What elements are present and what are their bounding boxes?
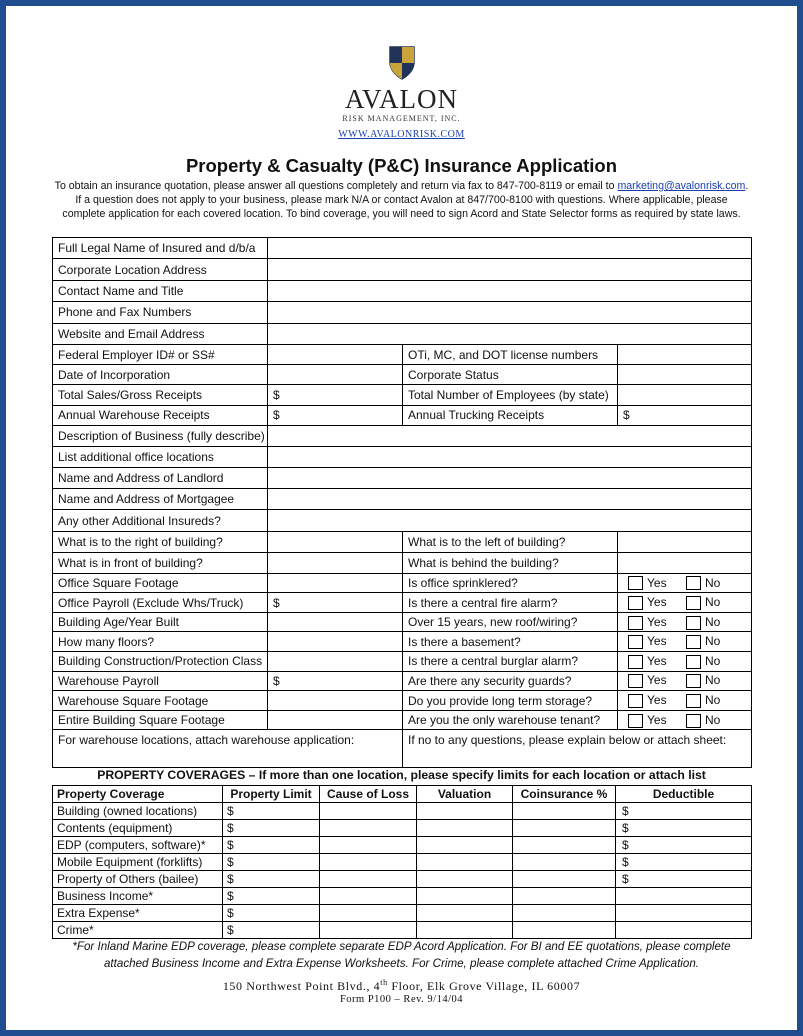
- field-input[interactable]: [618, 365, 752, 385]
- yes-no-choice: [618, 612, 752, 632]
- no-option[interactable]: [686, 713, 744, 728]
- address-street: 150 Northwest Point Blvd., 4: [222, 979, 381, 993]
- field-input[interactable]: [618, 344, 752, 364]
- column-header: Cause of Loss: [320, 786, 417, 803]
- field-pair-row: [53, 405, 752, 425]
- limit-input[interactable]: $: [223, 803, 320, 820]
- cause-of-loss-input[interactable]: [320, 871, 417, 888]
- field-input[interactable]: [268, 446, 752, 467]
- field-row: [53, 489, 752, 510]
- field-pair-row: [53, 531, 752, 552]
- no-label: No: [705, 712, 721, 727]
- yes-no-choice: [618, 632, 752, 652]
- field-input[interactable]: [268, 425, 752, 446]
- valuation-input[interactable]: [417, 871, 513, 888]
- footnote-line2: attached Business Income and Extra Expense Worksheets. For Crime, please complete attached Crime Application.: [103, 957, 699, 970]
- coverage-name: Crime*: [53, 922, 223, 939]
- application-page: [6, 6, 797, 1030]
- valuation-input[interactable]: [417, 803, 513, 820]
- field-row: [53, 510, 752, 531]
- field-row: [53, 468, 752, 489]
- field-label: Website and Email Address: [53, 323, 268, 344]
- yes-no-choice: [618, 691, 752, 711]
- deductible-input[interactable]: $: [616, 803, 752, 820]
- no-label: No: [705, 693, 721, 708]
- deductible-input[interactable]: [616, 888, 752, 905]
- field-label: Office Payroll (Exclude Whs/Truck): [53, 593, 268, 613]
- field-input[interactable]: [268, 531, 403, 552]
- footnote-line1: *For Inland Marine EDP coverage, please complete separate EDP Acord Application. For BI and EE quotations, please complete: [72, 940, 731, 953]
- address-city: Floor, Elk Grove Village, IL 60007: [387, 979, 581, 993]
- field-input[interactable]: [268, 552, 403, 573]
- question-label: Is office sprinklered?: [403, 573, 618, 593]
- limit-input[interactable]: $: [223, 922, 320, 939]
- limit-input[interactable]: $: [223, 837, 320, 854]
- coinsurance-input[interactable]: [513, 854, 616, 871]
- yes-checkbox[interactable]: [628, 596, 643, 610]
- coverage-row: [53, 871, 752, 888]
- field-label: How many floors?: [53, 632, 268, 652]
- limit-input[interactable]: $: [223, 888, 320, 905]
- field-label: Warehouse Square Footage: [53, 691, 268, 711]
- coverage-row: [53, 854, 752, 871]
- yes-no-row: [53, 691, 752, 711]
- deductible-input[interactable]: $: [616, 820, 752, 837]
- field-label: What is in front of building?: [53, 552, 268, 573]
- field-input[interactable]: [268, 468, 752, 489]
- valuation-input[interactable]: [417, 888, 513, 905]
- coverage-row: [53, 888, 752, 905]
- column-header: Property Limit: [223, 786, 320, 803]
- coverage-header-row: [53, 786, 752, 803]
- cause-of-loss-input[interactable]: [320, 905, 417, 922]
- brand-subtitle: RISK MANAGEMENT, INC.: [342, 114, 461, 123]
- intro-line1-end: .: [745, 180, 749, 192]
- no-checkbox[interactable]: [686, 674, 701, 688]
- yes-label: Yes: [647, 575, 667, 590]
- field-input[interactable]: [268, 652, 403, 672]
- field-input[interactable]: [268, 510, 752, 531]
- field-input[interactable]: [268, 280, 752, 301]
- field-input[interactable]: $: [268, 593, 403, 613]
- field-label: Corporate Status: [403, 365, 618, 385]
- intro-line3: complete application for each covered location. To bind coverage, you will need to sign Acord and State Selector forms as required by state laws.: [62, 208, 741, 220]
- yes-option[interactable]: [628, 595, 686, 610]
- field-input[interactable]: [618, 552, 752, 573]
- field-row: [53, 259, 752, 280]
- cause-of-loss-input[interactable]: [320, 820, 417, 837]
- yes-no-row: [53, 652, 752, 672]
- yes-option[interactable]: [628, 693, 686, 708]
- brand-name: AVALON: [344, 84, 459, 114]
- limit-input[interactable]: $: [223, 820, 320, 837]
- field-input[interactable]: [268, 365, 403, 385]
- field-label: Entire Building Square Footage: [53, 710, 268, 730]
- no-label: No: [705, 614, 721, 629]
- field-input[interactable]: [268, 573, 403, 593]
- footnote: [36, 938, 767, 972]
- field-row: [53, 323, 752, 344]
- yes-checkbox[interactable]: [628, 655, 643, 669]
- no-label: No: [705, 595, 721, 610]
- coinsurance-input[interactable]: [513, 871, 616, 888]
- field-label: Annual Trucking Receipts: [403, 405, 618, 425]
- field-row: [53, 446, 752, 467]
- field-label: Full Legal Name of Insured and d/b/a: [53, 238, 268, 259]
- coverage-row: [53, 803, 752, 820]
- page-title: Property & Casualty (P&C) Insurance Application: [185, 155, 618, 176]
- no-option[interactable]: [686, 654, 744, 669]
- field-label: Date of Incorporation: [53, 365, 268, 385]
- field-input[interactable]: $: [268, 385, 403, 405]
- column-header: Coinsurance %: [513, 786, 616, 803]
- no-option[interactable]: [686, 576, 744, 591]
- no-label: No: [705, 673, 721, 688]
- no-checkbox[interactable]: [686, 655, 701, 669]
- coverage-row: [53, 837, 752, 854]
- yes-label: Yes: [647, 712, 667, 727]
- property-coverages-table: [52, 785, 752, 939]
- field-label: Any other Additional Insureds?: [53, 510, 268, 531]
- yes-no-row: [53, 632, 752, 652]
- cause-of-loss-input[interactable]: [320, 888, 417, 905]
- coinsurance-input[interactable]: [513, 837, 616, 854]
- yes-option[interactable]: [628, 713, 686, 728]
- field-row: [53, 425, 752, 446]
- applicant-info-table: [52, 237, 752, 768]
- field-label: What is to the left of building?: [403, 531, 618, 552]
- coverage-name: EDP (computers, software)*: [53, 837, 223, 854]
- intro-text: [36, 179, 767, 221]
- field-label: Name and Address of Landlord: [53, 468, 268, 489]
- yes-checkbox[interactable]: [628, 694, 643, 708]
- field-input[interactable]: [268, 632, 403, 652]
- deductible-input[interactable]: [616, 922, 752, 939]
- deductible-input[interactable]: $: [616, 871, 752, 888]
- field-label: List additional office locations: [53, 446, 268, 467]
- question-label: Is there a central burglar alarm?: [403, 652, 618, 672]
- field-label: OTi, MC, and DOT license numbers: [403, 344, 618, 364]
- no-label: No: [705, 653, 721, 668]
- coverage-name: Extra Expense*: [53, 905, 223, 922]
- column-header: Valuation: [417, 786, 513, 803]
- deductible-input[interactable]: $: [616, 854, 752, 871]
- valuation-input[interactable]: [417, 905, 513, 922]
- yes-label: Yes: [647, 653, 667, 668]
- no-checkbox[interactable]: [686, 576, 701, 590]
- cause-of-loss-input[interactable]: [320, 854, 417, 871]
- yes-no-row: [53, 593, 752, 613]
- field-input[interactable]: [268, 691, 403, 711]
- intro-line1: To obtain an insurance quotation, please answer all questions completely and return via fax to 847-700-8119 or email to: [54, 180, 618, 192]
- valuation-input[interactable]: [417, 854, 513, 871]
- yes-no-choice: [618, 593, 752, 613]
- field-input[interactable]: [268, 489, 752, 510]
- avalon-shield-icon: [389, 46, 415, 80]
- field-input[interactable]: [268, 612, 403, 632]
- no-checkbox[interactable]: [686, 596, 701, 610]
- field-label: Warehouse Payroll: [53, 671, 268, 691]
- coverage-name: Mobile Equipment (forklifts): [53, 854, 223, 871]
- no-label: No: [705, 575, 721, 590]
- deductible-input[interactable]: $: [616, 837, 752, 854]
- company-address: [6, 978, 797, 994]
- question-label: Are you the only warehouse tenant?: [403, 710, 618, 730]
- field-row: [53, 280, 752, 301]
- field-row: [53, 302, 752, 323]
- field-label: Federal Employer ID# or SS#: [53, 344, 268, 364]
- no-option[interactable]: [686, 595, 744, 610]
- no-checkbox[interactable]: [686, 616, 701, 630]
- coverage-row: [53, 922, 752, 939]
- cause-of-loss-input[interactable]: [320, 837, 417, 854]
- field-label: Name and Address of Mortgagee: [53, 489, 268, 510]
- yes-no-row: [53, 710, 752, 730]
- yes-checkbox[interactable]: [628, 616, 643, 630]
- field-pair-row: [53, 552, 752, 573]
- no-label: No: [705, 634, 721, 649]
- question-label: Are there any security guards?: [403, 671, 618, 691]
- yes-option[interactable]: [628, 634, 686, 649]
- yes-label: Yes: [647, 673, 667, 688]
- field-input[interactable]: $: [618, 405, 752, 425]
- yes-checkbox[interactable]: [628, 714, 643, 728]
- yes-no-row: [53, 671, 752, 691]
- field-input[interactable]: [268, 344, 403, 364]
- field-pair-row: [53, 385, 752, 405]
- field-label: Office Square Footage: [53, 573, 268, 593]
- no-option[interactable]: [686, 634, 744, 649]
- no-checkbox[interactable]: [686, 694, 701, 708]
- field-label: What is to the right of building?: [53, 531, 268, 552]
- coverage-row: [53, 820, 752, 837]
- no-option[interactable]: [686, 615, 744, 630]
- field-input[interactable]: [618, 385, 752, 405]
- field-label: What is behind the building?: [403, 552, 618, 573]
- warehouse-note: For warehouse locations, attach warehouse application:: [53, 730, 403, 768]
- no-option[interactable]: [686, 693, 744, 708]
- coinsurance-input[interactable]: [513, 922, 616, 939]
- field-label: Contact Name and Title: [53, 280, 268, 301]
- yes-no-row: [53, 612, 752, 632]
- deductible-input[interactable]: [616, 905, 752, 922]
- valuation-input[interactable]: [417, 820, 513, 837]
- cause-of-loss-input[interactable]: [320, 803, 417, 820]
- limit-input[interactable]: $: [223, 854, 320, 871]
- notes-row: [53, 730, 752, 768]
- yes-label: Yes: [647, 614, 667, 629]
- address-suffix: th: [380, 978, 388, 987]
- field-input[interactable]: [268, 238, 752, 259]
- field-label: Building Construction/Protection Class: [53, 652, 268, 672]
- yes-label: Yes: [647, 693, 667, 708]
- yes-checkbox[interactable]: [628, 576, 643, 590]
- coverage-name: Business Income*: [53, 888, 223, 905]
- yes-option[interactable]: [628, 615, 686, 630]
- field-label: Phone and Fax Numbers: [53, 302, 268, 323]
- yes-no-row: [53, 573, 752, 593]
- no-checkbox[interactable]: [686, 714, 701, 728]
- coverages-heading: PROPERTY COVERAGES – If more than one location, please specify limits for each location or attach list: [97, 768, 706, 782]
- valuation-input[interactable]: [417, 922, 513, 939]
- column-header: Property Coverage: [53, 786, 223, 803]
- yes-no-choice: [618, 573, 752, 593]
- yes-no-choice: [618, 671, 752, 691]
- yes-checkbox[interactable]: [628, 635, 643, 649]
- field-label: Total Number of Employees (by state): [403, 385, 618, 405]
- yes-option[interactable]: [628, 654, 686, 669]
- explain-note: If no to any questions, please explain below or attach sheet:: [403, 730, 752, 768]
- field-input[interactable]: $: [268, 671, 403, 691]
- cause-of-loss-input[interactable]: [320, 922, 417, 939]
- field-label: Total Sales/Gross Receipts: [53, 385, 268, 405]
- field-input[interactable]: [268, 323, 752, 344]
- question-label: Over 15 years, new roof/wiring?: [403, 612, 618, 632]
- brand-url-link[interactable]: WWW.AVALONRISK.COM: [338, 129, 465, 140]
- coverage-name: Contents (equipment): [53, 820, 223, 837]
- field-row: [53, 238, 752, 259]
- question-label: Is there a central fire alarm?: [403, 593, 618, 613]
- yes-label: Yes: [647, 634, 667, 649]
- coinsurance-input[interactable]: [513, 820, 616, 837]
- coinsurance-input[interactable]: [513, 905, 616, 922]
- coinsurance-input[interactable]: [513, 803, 616, 820]
- email-link[interactable]: marketing@avalonrisk.com: [617, 180, 746, 192]
- form-number: Form P100 – Rev. 9/14/04: [339, 994, 464, 1005]
- no-checkbox[interactable]: [686, 635, 701, 649]
- yes-option[interactable]: [628, 673, 686, 688]
- coverage-name: Property of Others (bailee): [53, 871, 223, 888]
- field-input[interactable]: [268, 302, 752, 323]
- valuation-input[interactable]: [417, 837, 513, 854]
- question-label: Do you provide long term storage?: [403, 691, 618, 711]
- coinsurance-input[interactable]: [513, 888, 616, 905]
- yes-label: Yes: [647, 595, 667, 610]
- field-label: Corporate Location Address: [53, 259, 268, 280]
- yes-no-choice: [618, 710, 752, 730]
- field-input[interactable]: $: [268, 405, 403, 425]
- limit-input[interactable]: $: [223, 905, 320, 922]
- field-label: Building Age/Year Built: [53, 612, 268, 632]
- yes-option[interactable]: [628, 576, 686, 591]
- field-label: Annual Warehouse Receipts: [53, 405, 268, 425]
- yes-no-choice: [618, 652, 752, 672]
- limit-input[interactable]: $: [223, 871, 320, 888]
- field-input[interactable]: [268, 259, 752, 280]
- field-pair-row: [53, 344, 752, 364]
- intro-line2: If a question does not apply to your business, please mark N/A or contact Avalon at 847/700-8100 with questions. Where applicable, please: [75, 194, 728, 206]
- field-pair-row: [53, 365, 752, 385]
- question-label: Is there a basement?: [403, 632, 618, 652]
- field-input[interactable]: [618, 531, 752, 552]
- no-option[interactable]: [686, 673, 744, 688]
- yes-checkbox[interactable]: [628, 674, 643, 688]
- field-input[interactable]: [268, 710, 403, 730]
- column-header: Deductible: [616, 786, 752, 803]
- field-label: Description of Business (fully describe): [53, 425, 268, 446]
- coverage-name: Building (owned locations): [53, 803, 223, 820]
- coverage-row: [53, 905, 752, 922]
